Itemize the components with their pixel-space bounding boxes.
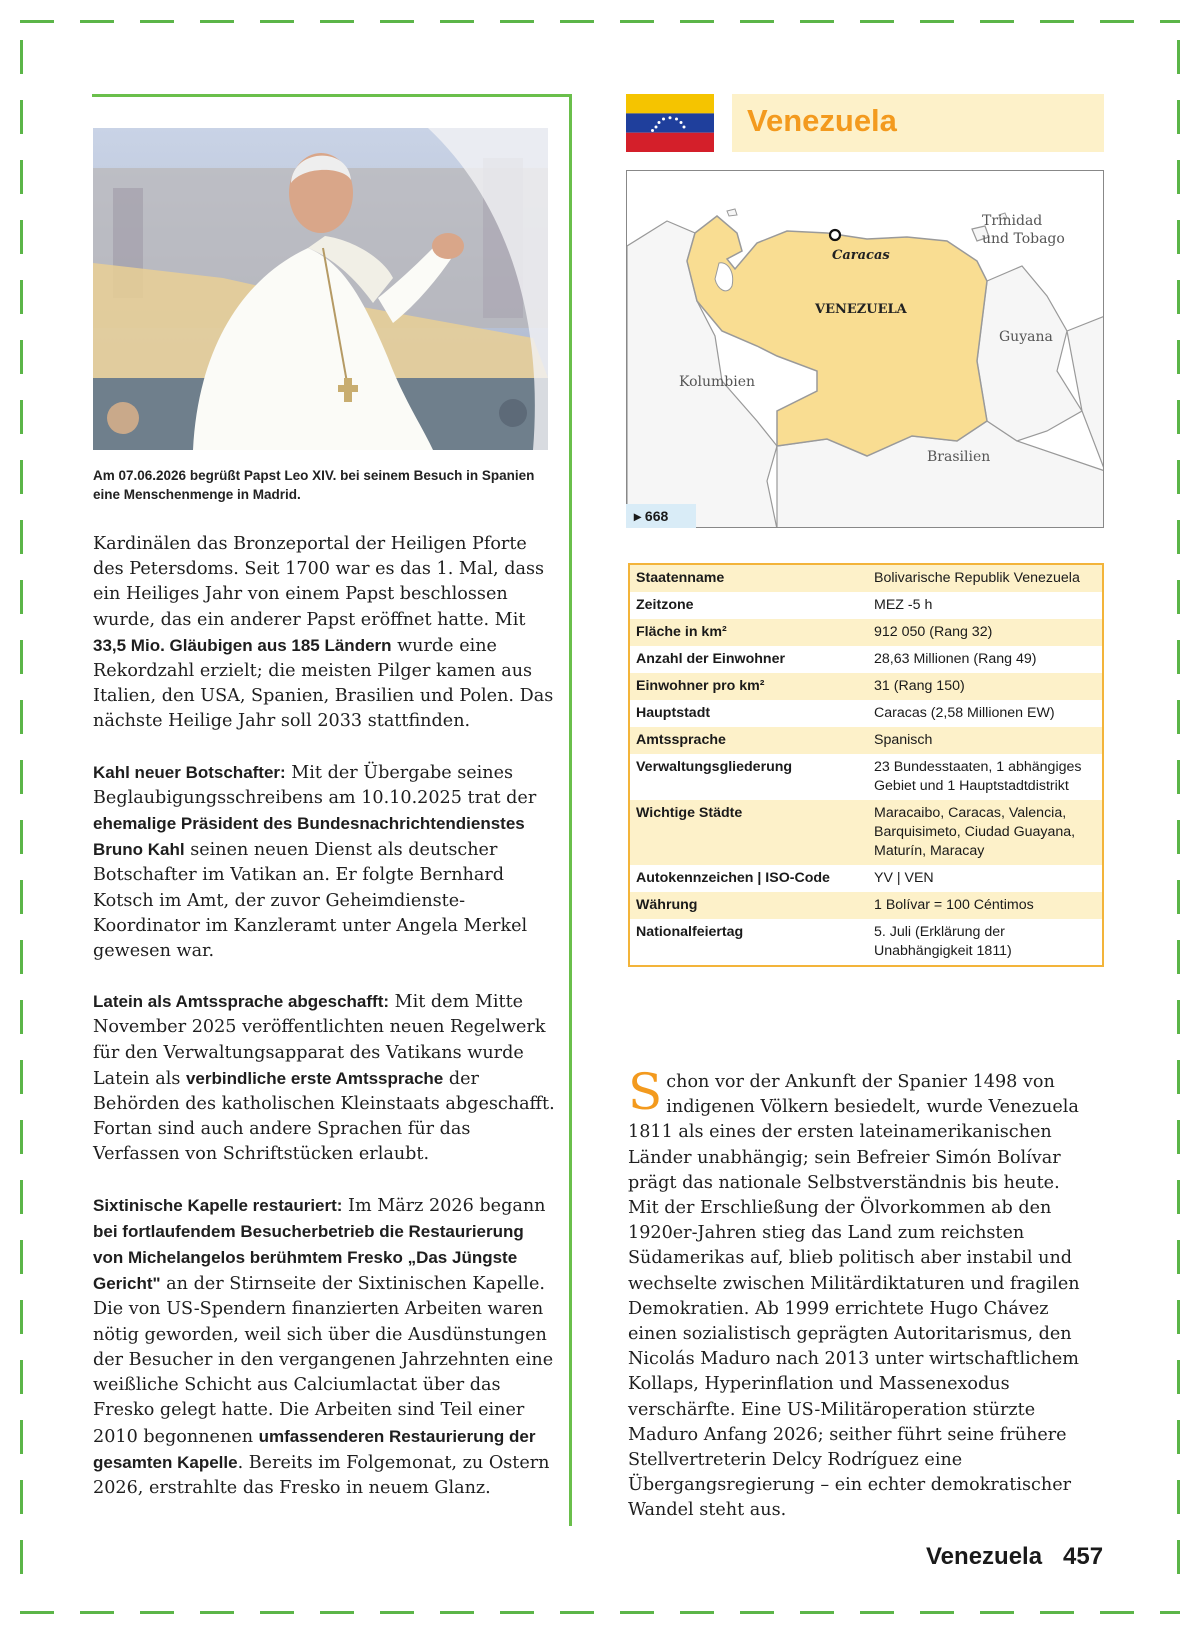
text-span: der Behörden des katholischen Kleinstaats abgeschafft. Fortan sind auch andere Sprachen für das Verfassen von Schriftstücken erlaubt. [93,1068,555,1165]
map-label-country: VENEZUELA [815,302,907,317]
bold-span: verbindliche erste Amtssprache [185,1068,444,1088]
facts-value: 31 (Rang 150) [868,673,1103,700]
bold-span: ehemalige Präsident des Bundesnachrichtendienstes Bruno Kahl [93,814,525,860]
facts-row [629,646,1103,673]
footer-page-number: 457 [1063,1543,1104,1570]
country-title: Venezuela [747,103,897,138]
map-label-kolumbien: Kolumbien [679,374,756,390]
facts-key: Wichtige Städte [629,800,868,865]
pope-photo [93,128,548,450]
photo-caption: Am 07.06.2026 begrüßt Papst Leo XIV. bei seinem Besuch in Spanien eine Menschenmenge in Madrid. [93,468,535,502]
facts-key: Hauptstadt [629,700,868,727]
text-span: Mit der Übergabe seines Beglaubigungsschreibens am 10.10.2025 trat der [93,762,537,808]
bold-span: 33,5 Mio. Gläubigen aus 185 Ländern [93,635,392,655]
paragraph-jubilee [93,532,558,735]
left-article-text [93,532,558,1526]
page-reference: ▸ 668 [626,504,696,528]
facts-value: YV | VEN [868,865,1103,892]
facts-row [629,700,1103,727]
country-map [626,170,1104,528]
facts-key: Anzahl der Einwohner [629,646,868,673]
text-span: an der Stirnseite der Sixtinischen Kapelle. Die von US-Spendern finanzierten Arbeiten waren nötig geworden, weil sich über die Ausdünstungen der Besucher in den vergangenen Jahrzehnten eine weißliche Schicht aus Calciumlactat über das Fresko gelegt hatte. Die Arbeiten sind Teil einer 2010 begonnenen [93,1274,554,1447]
facts-row [629,564,1103,592]
page-border-bottom [20,1611,1180,1614]
facts-value: 28,63 Millionen (Rang 49) [868,646,1103,673]
facts-value: 1 Bolívar = 100 Céntimos [868,892,1103,919]
text-span: . Bereits im Folgemonat, zu Ostern 2026, erstrahlte das Fresko in neuem Glanz. [93,1452,550,1498]
facts-key: Verwaltungsgliederung [629,754,868,800]
map-label-guyana: Guyana [999,329,1053,345]
facts-key: Amtssprache [629,727,868,754]
text-span: Im März 2026 begann [342,1195,546,1216]
facts-row [629,727,1103,754]
facts-row [629,619,1103,646]
map-label-brasilien: Brasilien [927,449,991,465]
facts-value: 912 050 (Rang 32) [868,619,1103,646]
map-label-trinidad-1: Trinidad [982,213,1043,229]
facts-value: 23 Bundesstaaten, 1 abhängiges Gebiet und 1 Hauptstadtdistrikt [868,754,1103,800]
bold-span: bei fortlaufendem Besucherbetrieb die Restaurierung von Michelangelos berühmtem Fresko „Das Jüngste Gericht" [93,1221,524,1294]
page-border-top [20,20,1180,23]
facts-value: Bolivarische Republik Venezuela [868,564,1103,592]
facts-row [629,865,1103,892]
paragraph-heading: Kahl neuer Botschafter: [93,762,286,782]
paragraph-ambassador [93,760,558,965]
paragraph-heading: Sixtinische Kapelle restauriert: [93,1195,343,1215]
facts-key: Staatenname [629,564,868,592]
paragraph-latin [93,989,558,1167]
facts-key: Fläche in km² [629,619,868,646]
facts-value: Maracaibo, Caracas, Valencia, Barquisimeto, Ciudad Guayana, Maturín, Maracay [868,800,1103,865]
facts-key: Zeitzone [629,592,868,619]
venezuela-flag [626,94,714,152]
text-span: Kardinälen das Bronzeportal der Heiligen Pforte des Petersdoms. Seit 1700 war es das 1. Mal, dass ein Heiliges Jahr von einem Papst beschlossen wurde, das ein anderer Papst eröffnet hatte. Mit [93,534,545,630]
map-label-trinidad-2: und Tobago [982,231,1065,247]
country-facts-table [628,563,1104,967]
bold-span: umfassenderen Restaurierung der gesamten Kapelle [93,1426,536,1472]
footer-section-title: Venezuela [926,1543,1043,1570]
facts-value: Caracas (2,58 Millionen EW) [868,700,1103,727]
facts-key: Einwohner pro km² [629,673,868,700]
facts-key: Währung [629,892,868,919]
intro-text: chon vor der Ankunft der Spanier 1498 von indigenen Völkern besiedelt, wurde Venezuela 1811 als eines der ersten lateinamerikanischen Länder unabhängig; sein Befreier Simón Bolívar prägt das nationale Selbstverständnis bis heute. Mit der Erschließung der Ölvorkommen ab den 1920er-Jahren stieg das Land zum reichsten Südamerikas auf, blieb politisch aber instabil und wechselte zwischen Militärdiktaturen und fragilen Demokratien. Ab 1999 errichtete Hugo Chávez einen sozialistisch geprägten Autoritarismus, den Nicolás Maduro nach 2013 unter wirtschaftlichem Kollaps, Hyperinflation und Massenexodus verschärfte. Eine US-Militäroperation stürzte Maduro Anfang 2026; seither führt seine frühere Stellvertreterin Delcy Rodríguez eine Übergangsregierung – ein echter demokratischer Wandel steht aus. [628,1072,1080,1521]
page-border-left [20,40,23,1600]
facts-row [629,673,1103,700]
map-label-capital: Caracas [832,248,890,263]
facts-row [629,892,1103,919]
facts-row [629,800,1103,865]
facts-row [629,592,1103,619]
drop-cap: S [628,1063,663,1121]
facts-row [629,754,1103,800]
facts-row [629,919,1103,966]
country-intro-text [628,1063,1080,1524]
country-title-box [732,94,1104,152]
text-span: seinen neuen Dienst als deutscher Botschafter im Vatikan an. Er folgte Bernhard Kotsch im Amt, der zuvor Geheimdienste-Koordinator im Kanzleramt unter Angela Merkel gewesen war. [93,840,528,962]
text-span: wurde eine Rekordzahl erzielt; die meisten Pilger kamen aus Italien, den USA, Spanien, Brasilien und Polen. Das nächste Heilige Jahr soll 2033 stattfinden. [93,635,554,732]
page-border-right [1177,40,1180,1600]
facts-value: 5. Juli (Erklärung der Unabhängigkeit 1811) [868,919,1103,966]
facts-value: Spanisch [868,727,1103,754]
paragraph-heading: Latein als Amtssprache abgeschafft: [93,992,390,1012]
text-span: Mit dem Mitte November 2025 veröffentlichten neuen Regelwerk für den Verwaltungsapparat des Vatikans wurde Latein als [93,992,546,1089]
facts-value: MEZ -5 h [868,592,1103,619]
paragraph-sistine [93,1193,558,1501]
facts-key: Nationalfeiertag [629,919,868,966]
facts-key: Autokennzeichen | ISO-Code [629,865,868,892]
